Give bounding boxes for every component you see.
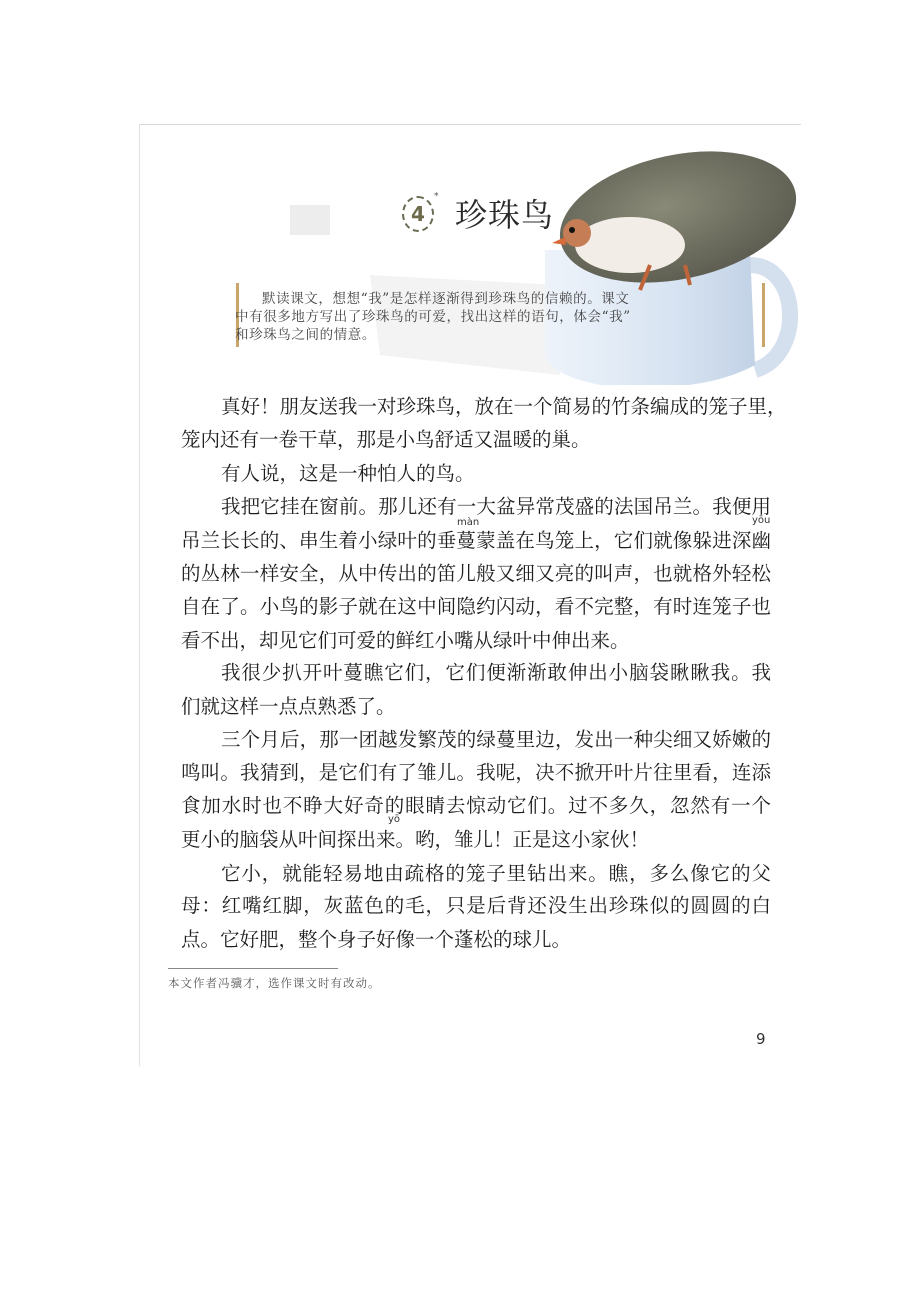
footnote-divider [168,968,338,969]
body-line: 我把它挂在窗前。那儿还有一大盆异常茂盛的法国吊兰。我便用 [221,495,771,518]
body-line: 鸣叫。我猜到，是它们有了雏儿。我呢，决不掀开叶片往里看，连添 [181,761,771,784]
intro-right-bar [762,283,765,347]
pinyin-man: màn [457,517,480,528]
lesson-number-badge: 4 [402,196,434,232]
body-line: 它小，就能轻易地由疏格的笼子里钻出来。瞧，多么像它的父 [221,862,771,885]
body-line: 三个月后，那一团越发繁茂的绿蔓里边，发出一种尖细又娇嫩的 [221,728,771,751]
body-line: 食加水时也不睁大好奇的眼睛去惊动它们。过不多久，忽然有一个 [181,794,771,817]
body-line: 们就这样一点点熟悉了。 [181,695,396,718]
body-line: 自在了。小鸟的影子就在这中间隐约闪动，看不完整，有时连笼子也 [181,595,771,618]
bird-on-mug-illustration [140,125,800,385]
body-line: 我很少扒开叶蔓瞧它们，它们便渐渐敢伸出小脑袋瞅瞅我。我 [221,661,771,684]
pinyin-you: yōu [752,515,771,526]
body-line: 的丛林一样安全，从中传出的笛儿般又细又亮的叫声，也就格外轻松 [181,562,771,585]
pinyin-yo: yō [388,814,401,825]
body-line: 点。它好肥，整个身子好像一个蓬松的球儿。 [181,928,572,951]
body-line: 有人说，这是一种怕人的鸟。 [221,462,475,485]
prompt-line: 默读课文，想想“我”是怎样逐渐得到珍珠鸟的信赖的。课文 [262,291,630,307]
prompt-line: 中有很多地方写出了珍珠鸟的可爱，找出这样的语句，体会“我” [235,309,631,325]
body-line: 看不出，却见它们可爱的鲜红小嘴从绿叶中伸出来。 [181,629,630,652]
body-line: 更小的脑袋从叶间探出来。哟，雏儿！正是这小家伙！ [181,828,650,851]
reading-prompt [235,290,760,344]
page-number: 9 [756,1030,766,1048]
lesson-title: 珍珠鸟 [455,196,555,234]
body-line: 吊兰长长的、串生着小绿叶的垂蔓蒙盖在鸟笼上，它们就像躲进深幽 [181,529,771,552]
body-line: 真好！朋友送我一对珍珠鸟，放在一个简易的竹条编成的笼子里， [221,395,787,418]
body-line: 母：红嘴红脚，灰蓝色的毛，只是后背还没生出珍珠似的圆圆的白 [181,894,771,917]
footnote: 本文作者冯骥才，选作课文时有改动。 [168,976,381,990]
prompt-line: 和珍珠鸟之间的情意。 [235,327,376,343]
self-study-marker: * [434,192,439,202]
body-line: 笼内还有一卷干草，那是小鸟舒适又温暖的巢。 [181,428,591,451]
